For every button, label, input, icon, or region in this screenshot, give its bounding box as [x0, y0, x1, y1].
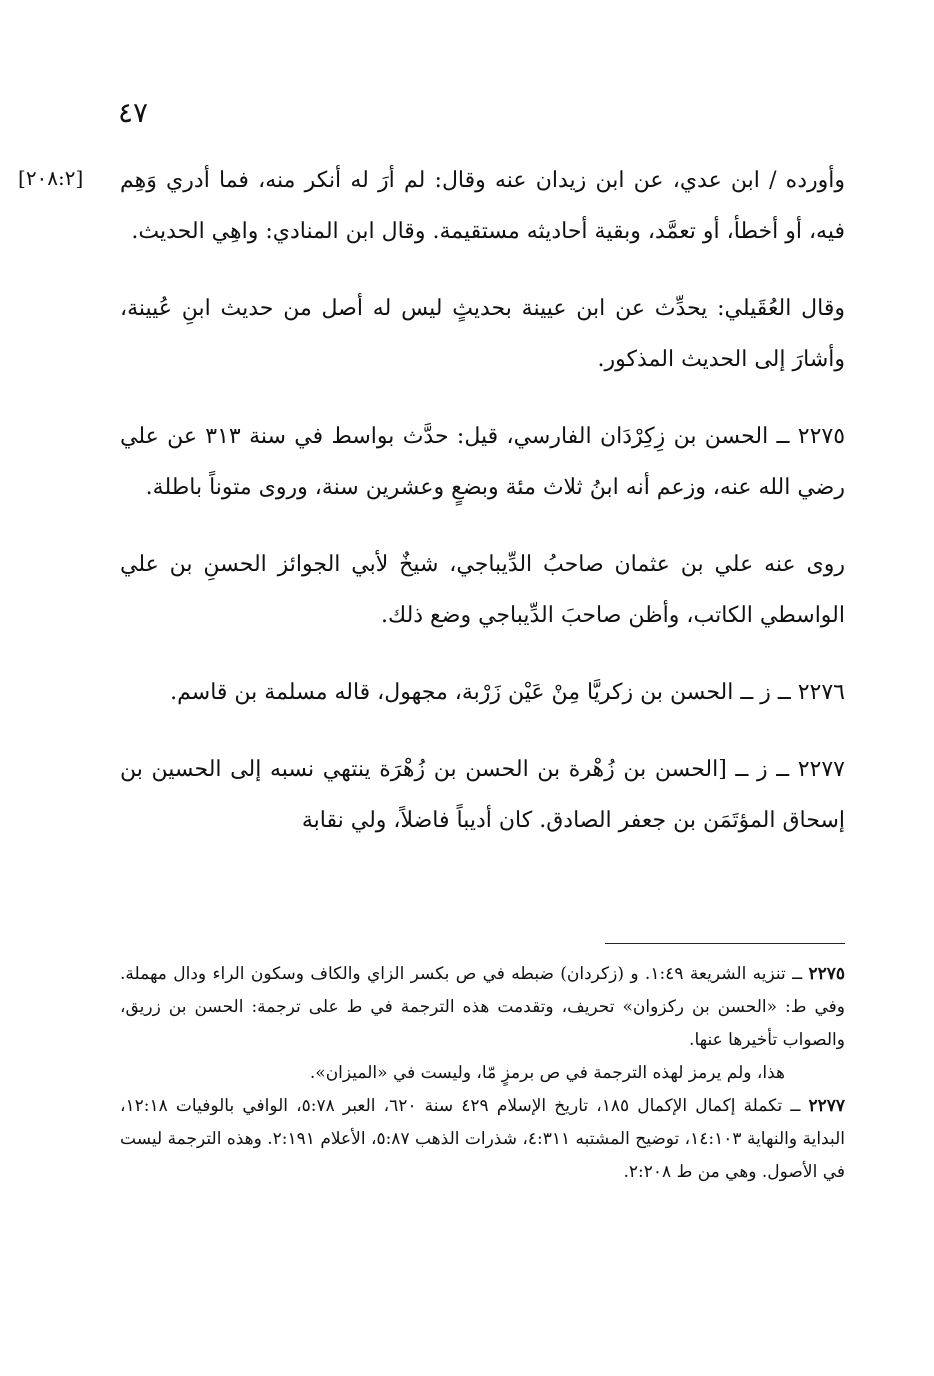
- footnotes: [120, 958, 845, 1189]
- footnote-text: ــ تنزيه الشريعة ١:٤٩. و (زكردان) ضبطه في ص بكسر الزاي والكاف وسكون الراء ودال مهملة. وفي ط: «الحسن بن ركزوان» تحريف، وتقدمت هذه الترجمة في ط على ترجمة: الحسن بن زريق، والصواب تأخيرها عنها.: [120, 964, 846, 1050]
- footnote-number: ٢٢٧٥: [808, 964, 845, 984]
- footnote-2275: [120, 958, 845, 1057]
- paragraph-ibn-adi: وأورده / ابن عدي، عن ابن زيدان عنه وقال: لم أرَ له أنكر منه، فما أدري وَهِم فيه، أو أخطأ، أو تعمَّد، وبقية أحاديثه مستقيمة. وقال ابن المنادي: واهِي الحديث.: [120, 168, 845, 244]
- footnote-text: ــ تكملة إكمال الإكمال ١٨٥، تاريخ الإسلام ٤٢٩ سنة ٦٢٠، العبر ٥:٧٨، الوافي بالوفيات ١٢:١٨، البداية والنهاية ١٤:١٠٣، توضيح المشتبه ٤:٣١١، شذرات الذهب ٥:٨٧، الأعلام ٢:١٩١. وهذه الترجمة ليست في الأصول. وهي من ط ٢:٢٠٨.: [120, 1096, 845, 1182]
- marginal-reference: [٢٠٨:٢]: [18, 166, 84, 190]
- footnote-2277: [120, 1090, 845, 1189]
- footnote-separator: [605, 943, 845, 944]
- paragraph-uqayli: وقال العُقَيلي: يحدِّث عن ابن عيينة بحديثٍ ليس له أصل من حديث ابنِ عُيينة، وأشارَ إلى الحديث المذكور.: [120, 296, 845, 372]
- footnote-text: هذا، ولم يرمز لهذه الترجمة في ص برمزٍ مّا، وليست في «الميزان».: [309, 1063, 785, 1083]
- footnote-number: ٢٢٧٧: [808, 1096, 846, 1116]
- entry-2275: ٢٢٧٥ ــ الحسن بن زِكِرْدَان الفارسي، قيل: حدَّث بواسط في سنة ٣١٣ عن علي رضي الله عنه، وزعم أنه ابنُ ثلاث مئة وبضعٍ وعشرين سنة، وروى متوناً باطلة.: [120, 424, 846, 500]
- footnote-2275-continuation: [120, 1057, 845, 1090]
- entry-2277: ٢٢٧٧ ــ ز ــ [الحسن بن زُهْرة بن الحسن بن زُهْرَة ينتهي نسبه إلى الحسين بن إسحاق المؤتَمَن بن جعفر الصادق. كان أديباً فاضلاً، ولي نقابة: [120, 757, 845, 833]
- main-text: [120, 155, 845, 846]
- page-number: ٤٧: [118, 96, 149, 129]
- entry-2276: ٢٢٧٦ ــ ز ــ الحسن بن زكريَّا مِنْ عَيْن زَرْبة، مجهول، قاله مسلمة بن قاسم.: [170, 680, 845, 705]
- paragraph-narrator: روى عنه علي بن عثمان صاحبُ الدِّيباجي، شيخٌ لأبي الجوائز الحسنِ بن علي الواسطي الكاتب، وأظن صاحبَ الدِّيباجي وضع ذلك.: [120, 552, 845, 628]
